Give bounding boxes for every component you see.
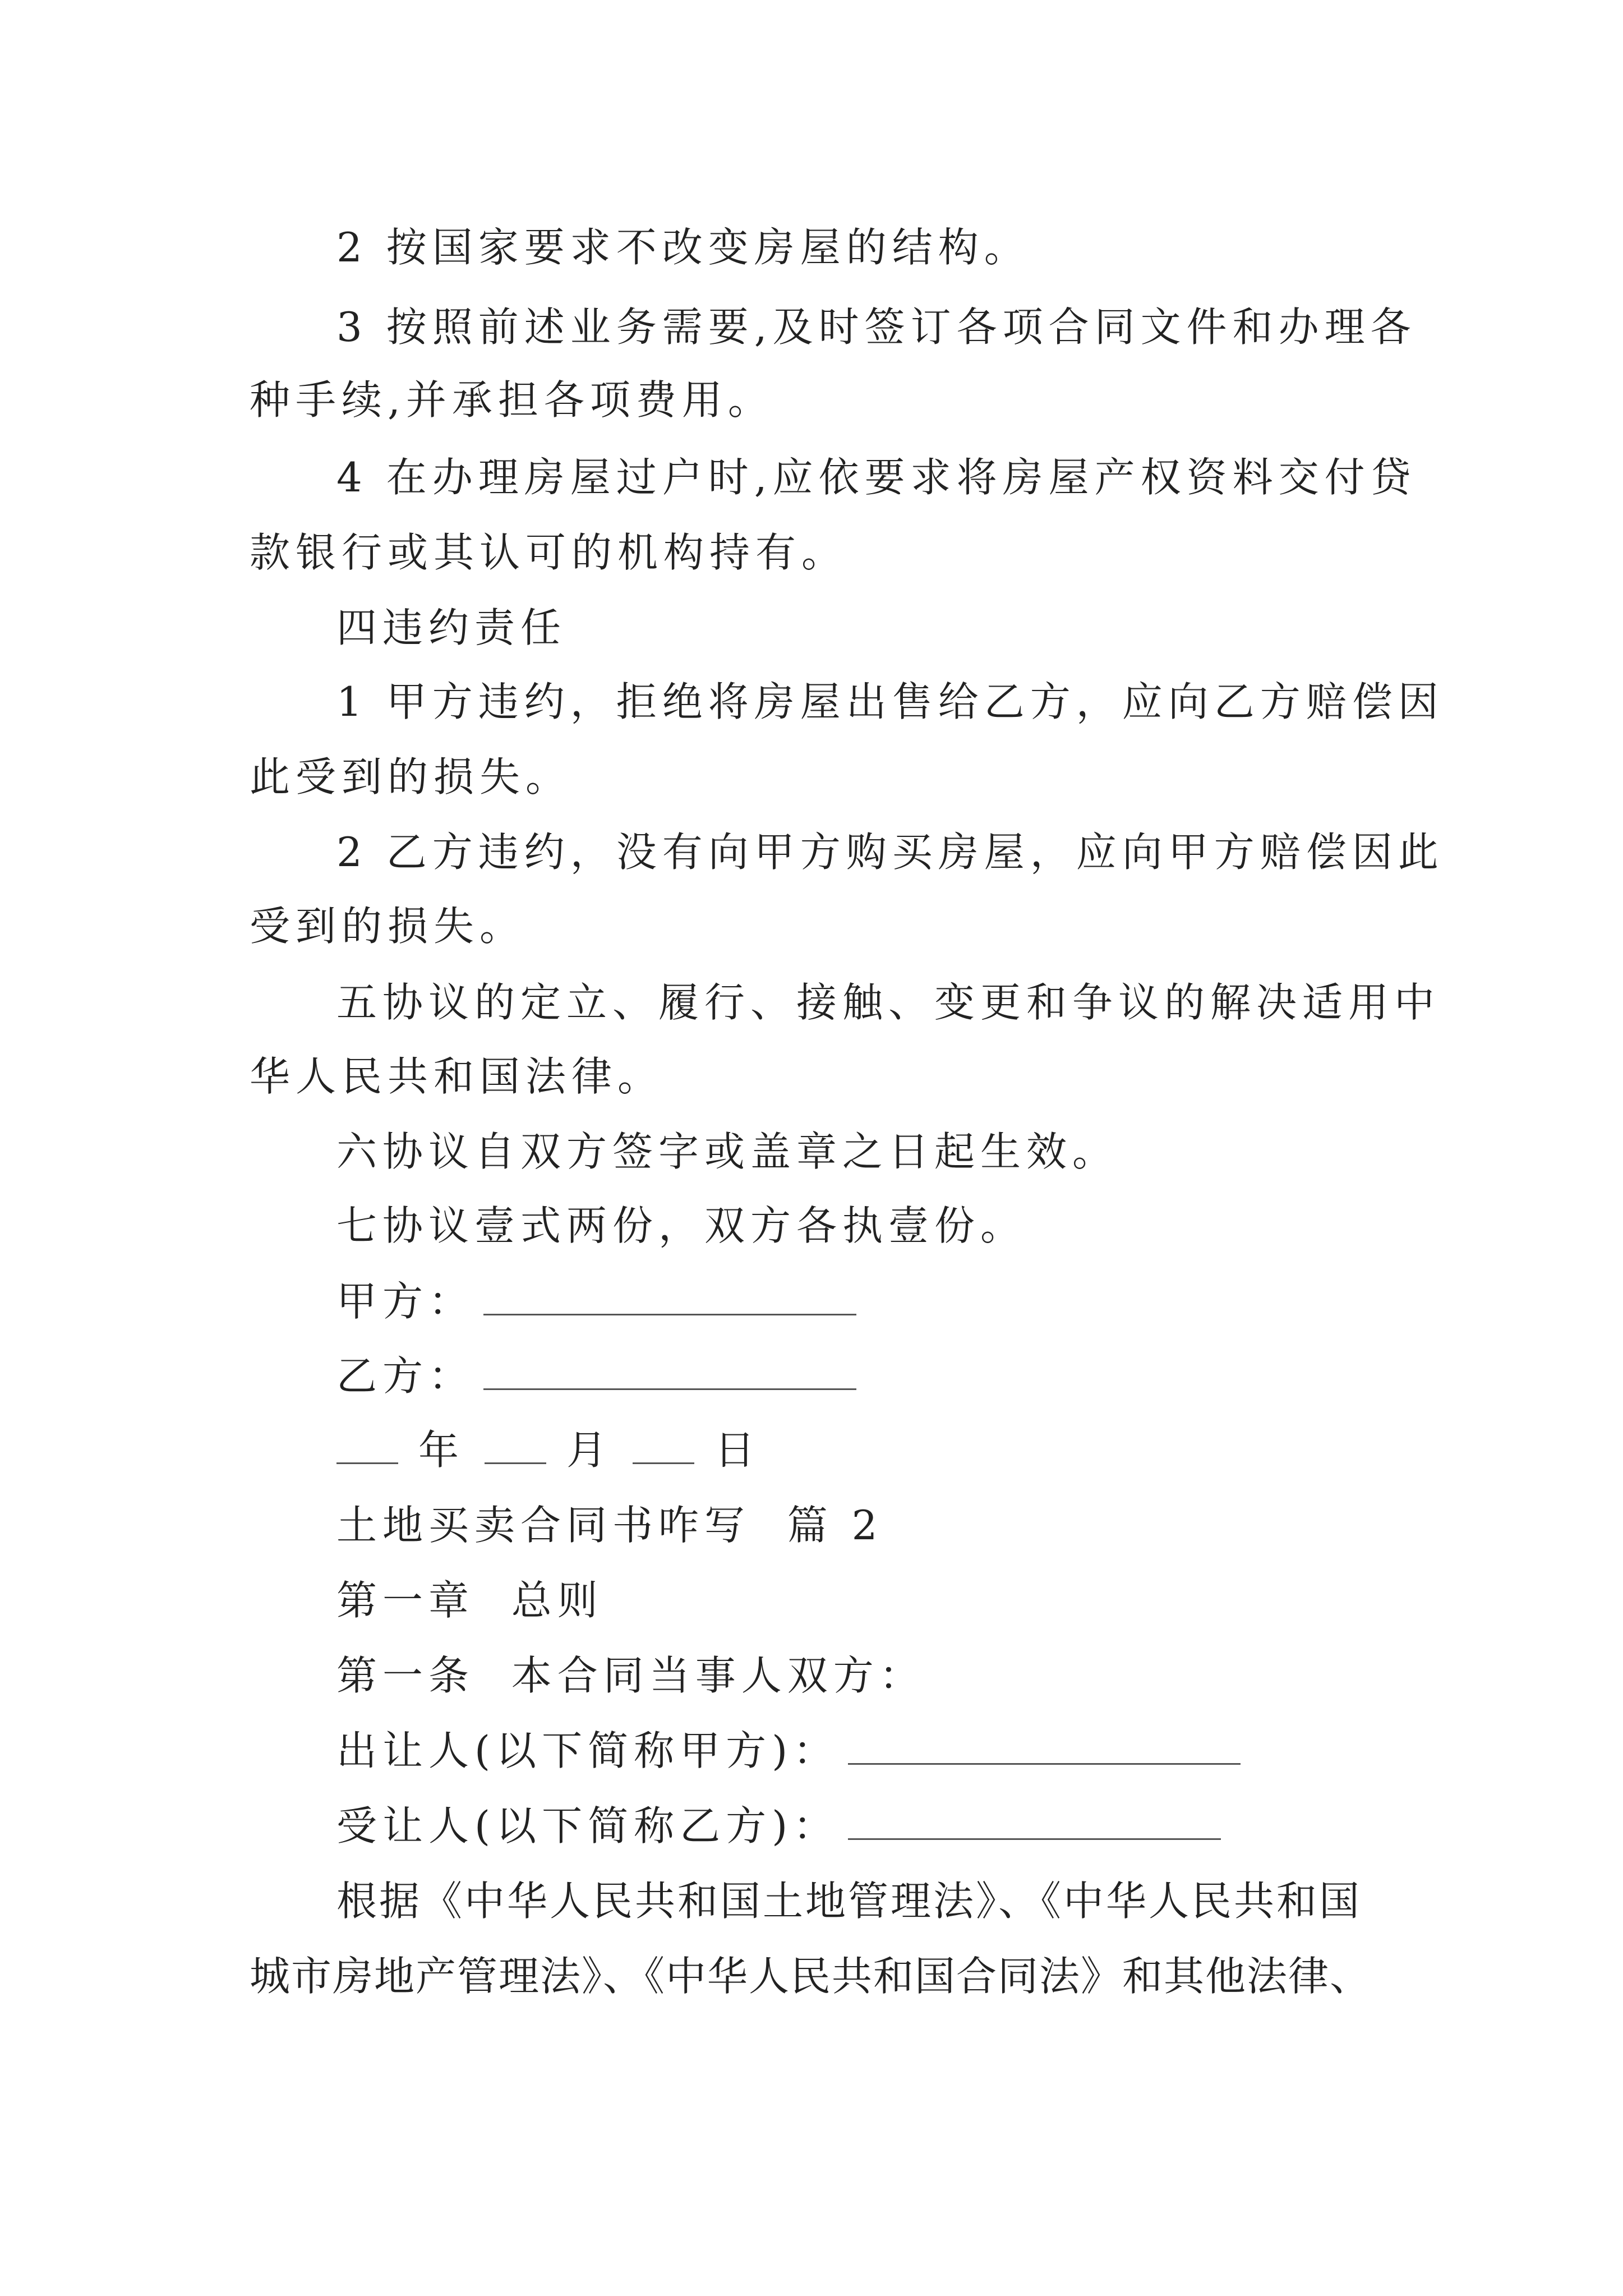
transferor-row xyxy=(336,1726,1486,1776)
clause-3-line-1: 3 按照前述业务需要,及时签订各项合同文件和办理各 xyxy=(336,303,1417,351)
year-label: 年 xyxy=(418,1427,465,1474)
breach-clause-2-line-2: 受到的损失。 xyxy=(250,903,526,950)
legal-basis-line-2: 城市房地产管理法》、《中华人民共和国合同法》和其他法律、 xyxy=(250,1953,1372,2000)
party-b-signature-row xyxy=(336,1351,1486,1401)
year-blank[interactable] xyxy=(336,1428,398,1464)
party-a-label: 甲方： xyxy=(336,1278,475,1325)
transferee-row xyxy=(336,1801,1486,1851)
party-a-blank[interactable] xyxy=(483,1279,856,1315)
section-2-title: 土地买卖合同书咋写 篇 2 xyxy=(336,1502,883,1549)
breach-clause-1-line-2: 此受到的损失。 xyxy=(250,753,572,800)
transferor-label: 出让人(以下简称甲方)： xyxy=(336,1727,840,1774)
month-label: 月 xyxy=(566,1427,613,1474)
clause-2-no-structure-change: 2 按国家要求不改变房屋的结构。 xyxy=(336,224,1030,271)
governing-law-line-2: 华人民共和国法律。 xyxy=(250,1053,664,1100)
transferor-blank[interactable] xyxy=(848,1728,1241,1765)
legal-basis-line-1: 根据《中华人民共和国土地管理法》、《中华人民共和国 xyxy=(336,1878,1362,1925)
day-label: 日 xyxy=(714,1427,761,1474)
clause-4-line-1: 4 在办理房屋过户时,应依要求将房屋产权资料交付贷 xyxy=(336,454,1417,501)
article-1: 第一条 本合同当事人双方： xyxy=(336,1652,925,1699)
clause-3-line-2: 种手续,并承担各项费用。 xyxy=(250,376,774,424)
breach-clause-2-line-1: 2 乙方违约，没有向甲方购买房屋，应向甲方赔偿因此 xyxy=(336,829,1444,876)
party-b-label: 乙方： xyxy=(336,1352,475,1400)
clause-4-line-2: 款银行或其认可的机构持有。 xyxy=(250,529,848,576)
governing-law-line-1: 五协议的定立、履行、接触、变更和争议的解决适用中 xyxy=(336,979,1441,1026)
day-blank[interactable] xyxy=(633,1428,694,1464)
party-a-signature-row xyxy=(336,1276,1486,1327)
date-row xyxy=(336,1425,1486,1475)
section-breach-heading: 四违约责任 xyxy=(336,604,567,651)
party-b-blank[interactable] xyxy=(483,1354,856,1390)
chapter-1-title: 第一章 总则 xyxy=(336,1577,603,1624)
month-blank[interactable] xyxy=(485,1428,546,1464)
breach-clause-1-line-1: 1 甲方违约，拒绝将房屋出售给乙方，应向乙方赔偿因 xyxy=(336,678,1444,725)
transferee-blank[interactable] xyxy=(848,1803,1221,1840)
transferee-label: 受让人(以下简称乙方)： xyxy=(336,1802,840,1849)
copies-clause: 七协议壹式两份，双方各执壹份。 xyxy=(336,1202,1027,1249)
effective-clause: 六协议自双方签字或盖章之日起生效。 xyxy=(336,1128,1119,1175)
